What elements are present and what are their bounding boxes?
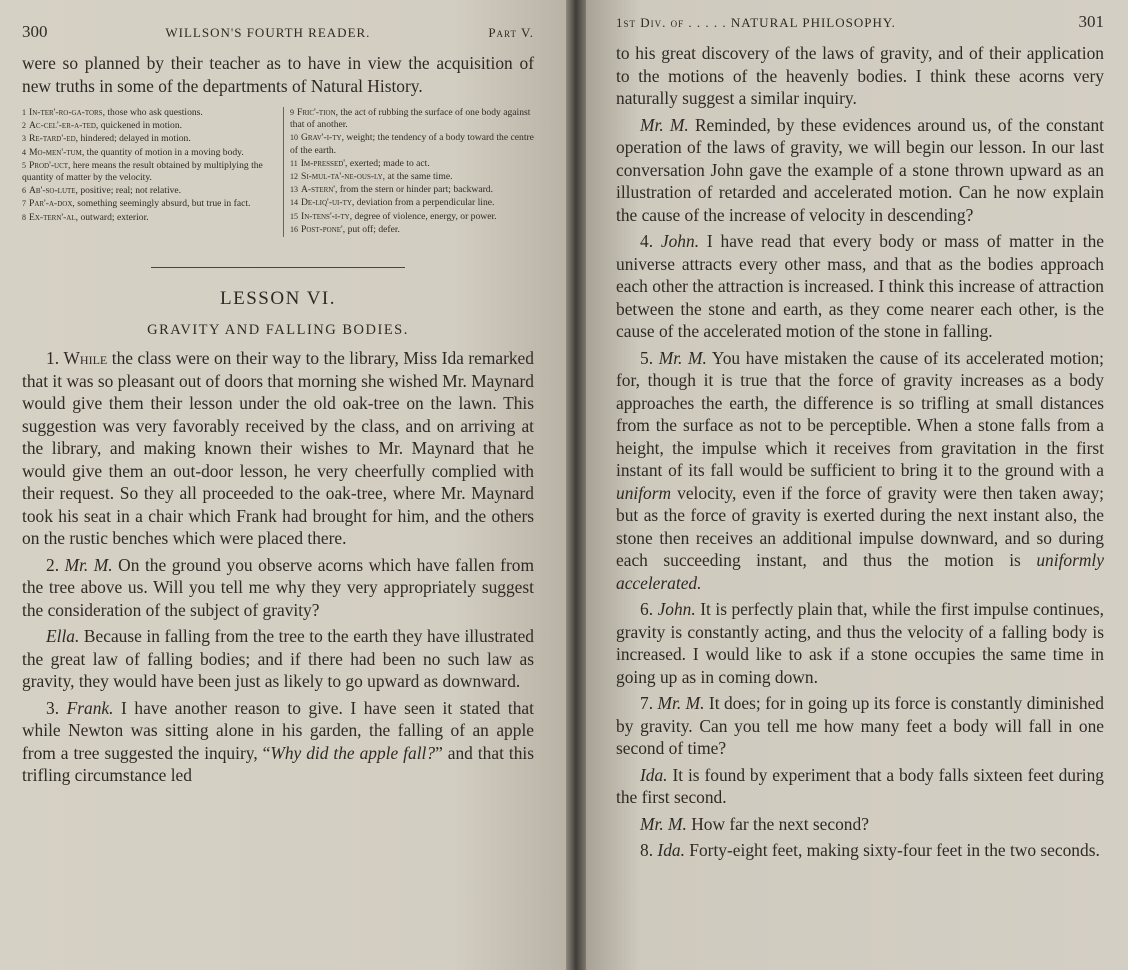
glossary-column-right: [283, 107, 534, 237]
glossary: [22, 107, 534, 237]
glossary-item: 7 Par'-a-dox, something seemingly absurd, but true in fact.: [22, 198, 251, 210]
paragraph-2: 2. Mr. M. On the ground you observe acorns which have fallen from the tree above us. Will you tell me why they very appropriately suggest the consideration of the subject of gravity?: [22, 554, 534, 620]
paragraph-mr-m-2: Mr. M. How far the next second?: [640, 813, 869, 834]
glossary-item: 9 Fric'-tion, the act of rubbing the surface of one body against that of another.: [290, 107, 531, 131]
glossary-item: 8 Ex-tern'-al, outward; exterior.: [22, 211, 149, 223]
paragraph-8: 8. Ida. Forty-eight feet, making sixty-four feet in the two seconds.: [640, 840, 1100, 860]
page-number: 300: [22, 22, 48, 41]
glossary-item: 16 Post-pone', put off; defer.: [290, 223, 400, 235]
right-page: [586, 0, 1128, 970]
glossary-item: 1 In-ter'-ro-ga-tors, those who ask questions.: [22, 107, 203, 118]
paragraph-1: 1. While the class were on their way to the library, Miss Ida remarked that it was so pleasant out of doors that morning she wished Mr. Maynard would give them their lesson under the old oak-tree on the lawn. This suggestion was very favorably received by the class, and on arriving at the library, and making known their wishes to Mr. Maynard that he would give them an out-door lesson, he very cheerfully complied with their request. So they all proceeded to the oak-tree, where Mr. Maynard took his seat in a chair which Frank had brought for him, and the others on the rustic benches which were placed there.: [22, 348, 534, 549]
glossary-item: 6 Ab'-so-lute, positive; real; not relative.: [22, 185, 182, 197]
part-label: Part V.: [488, 25, 534, 40]
paragraph-3: 3. Frank. I have another reason to give. I have seen it stated that while Newton was sitting alone in his garden, the falling of an apple from a tree suggested the inquiry, “Why did the apple fall?” and that this trifling circumstance led: [22, 697, 534, 786]
running-title: WILLSON'S FOURTH READER.: [165, 25, 371, 40]
right-page-content: [616, 12, 1104, 866]
glossary-item: 13 A-stern', from the stern or hinder part; backward.: [290, 184, 494, 196]
intro-paragraph: were so planned by their teacher as to have in view the acquisition of new truths in some of the departments of Natural History.: [22, 53, 534, 96]
paragraph-4: 4. John. I have read that every body or mass of matter in the universe attracts every other mass, and that as the bodies approach each other the attraction is increased. I think this increase of attraction between the stone and earth, as they come nearer each other, is the cause of the accelerated motion of the stone in falling.: [616, 231, 1104, 341]
paragraph-6: 6. John. It is perfectly plain that, while the first impulse continues, gravity is constantly acting, and thus the velocity of a falling body is increased. I would like to ask if a stone occupies the same time in going up as in coming down.: [616, 599, 1104, 687]
paragraph-7: 7. Mr. M. It does; for in going up its force is constantly diminished by gravity. Can you tell me how many feet a body will fall in one second of time?: [616, 693, 1104, 758]
glossary-item: 10 Grav'-i-ty, weight; the tendency of a body toward the centre of the earth.: [290, 132, 534, 156]
section-divider: [151, 267, 405, 268]
continued-paragraph: to his great discovery of the laws of gravity, and of their application to the motions of the heavenly bodies. I think these acorns very naturally suggest a similar inquiry.: [616, 43, 1104, 108]
lesson-title: LESSON VI.: [220, 288, 336, 310]
glossary-item: 11 Im-pressed', exerted; made to act.: [290, 157, 430, 169]
glossary-item: 15 In-tens'-i-ty, degree of violence, energy, or power.: [290, 210, 497, 222]
glossary-column-left: [22, 107, 273, 237]
section-label: 1st Div. of . . . . . NATURAL PHILOSOPHY.: [616, 15, 896, 30]
glossary-item: 2 Ac-cel'-er-a-ted, quickened in motion.: [22, 120, 183, 132]
paragraph-ida: Ida. It is found by experiment that a body falls sixteen feet during the first second.: [616, 764, 1104, 807]
glossary-item: 14 De-liq'-ui-ty, deviation from a perpendicular line.: [290, 197, 495, 209]
paragraph-5: 5. Mr. M. You have mistaken the cause of its accelerated motion; for, though it is true that the force of gravity increases as a body approaches the earth, the difference is so trifling at small distances from the surface as not to be perceptible. When a stone falls from a height, the impulse which it receives from gravitation in the first instant of its fall would be sufficient to bring it to the ground with a uniform velocity, even if the force of gravity were then taken away; but as the force of gravity is exerted during the next instant also, the stone then receives an additional impulse downward, and so during each succeeding instant, and thus the motion is uniformly accelerated.: [616, 347, 1104, 593]
paragraph-mr-m-1: Mr. M. Reminded, by these evidences around us, of the constant operation of the laws of gravity, we will begin our lesson. In our last conversation John gave the example of a stone thrown upward as an illustration of retarded and accelerated motion. Can he now explain the cause of the increase of velocity in descending?: [616, 114, 1104, 225]
lesson-subtitle: GRAVITY AND FALLING BODIES.: [147, 322, 409, 339]
glossary-item: 12 Si-mul-ta'-ne-ous-ly, at the same time.: [290, 171, 453, 183]
left-page-content: [22, 22, 534, 791]
book-gutter: [566, 0, 586, 970]
glossary-item: 5 Prod'-uct, here means the result obtained by multiplying the quantity of matter by the velocity.: [22, 159, 263, 184]
glossary-item: 4 Mo-men'-tum, the quantity of motion in a moving body.: [22, 146, 244, 158]
right-page-header: [616, 12, 1104, 40]
glossary-item: 3 Re-tard'-ed, hindered; delayed in motion.: [22, 133, 191, 145]
paragraph-ella: Ella. Because in falling from the tree to the earth they have illustrated the great law of falling bodies; and if there had been no such law as gravity, they would have been just as likely to go upward as downward.: [22, 626, 534, 692]
left-page-header: [22, 22, 534, 50]
page-number: 301: [1078, 12, 1104, 31]
